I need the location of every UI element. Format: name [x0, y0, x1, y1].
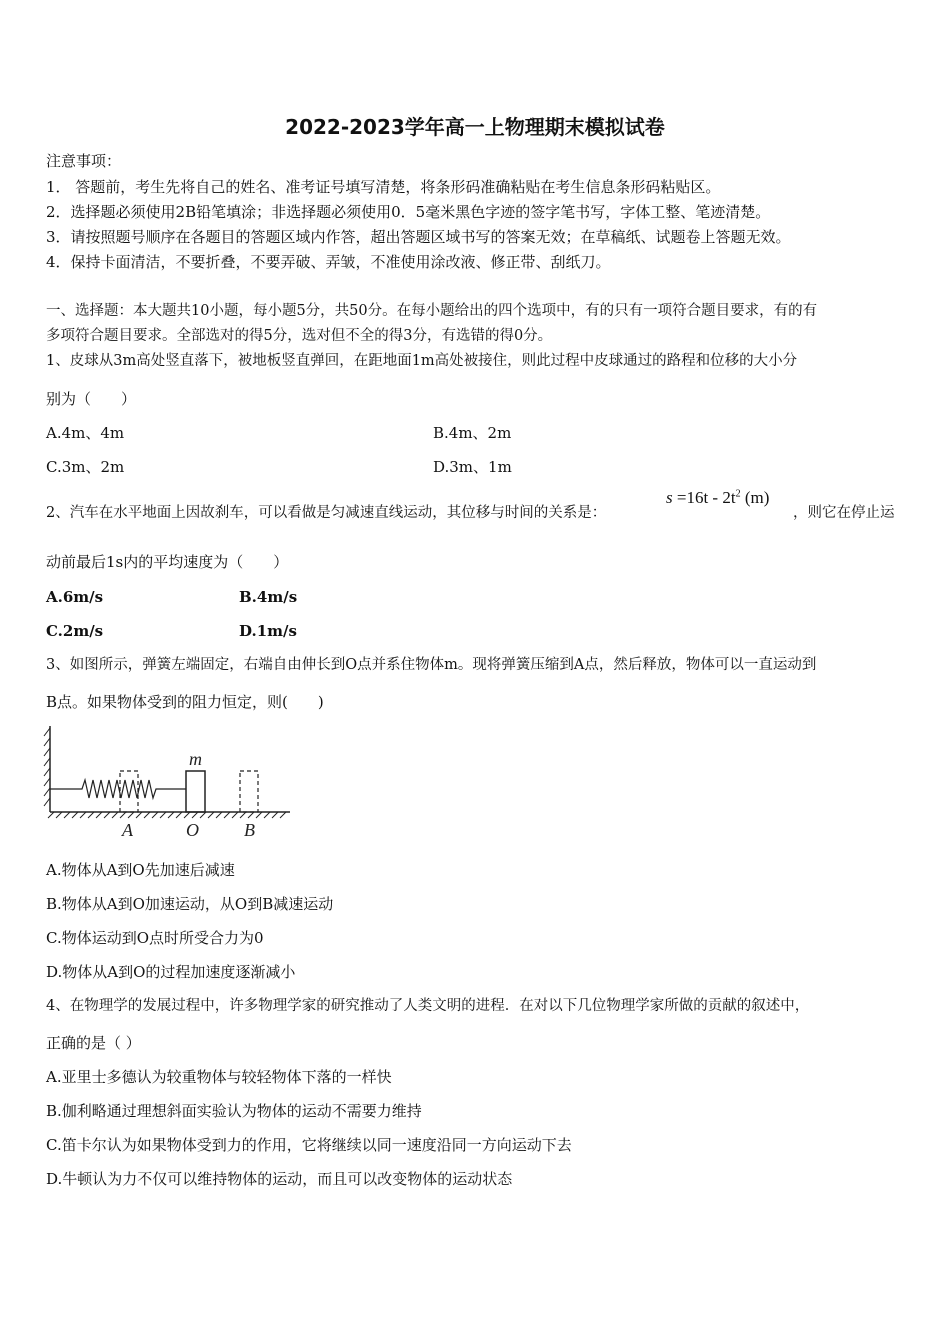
q2-option-d: D.1m/s: [239, 622, 297, 640]
position-b-box: [240, 771, 258, 812]
q4-stem-line1: 4、在物理学的发展过程中，许多物理学家的研究推动了人类文明的进程．在对以下几位物理学家所做的贡献的叙述中，: [46, 998, 810, 1014]
notice-item-1: 1． 答题前，考生先将自己的姓名、准考证号填写清楚，将条形码准确粘贴在考生信息条形码粘贴区。: [46, 178, 721, 196]
q2-option-b: B.4m/s: [239, 588, 298, 606]
formula-unit: (m): [744, 488, 770, 507]
q4-option-c: C.笛卡尔认为如果物体受到力的作用，它将继续以同一速度沿同一方向运动下去: [46, 1136, 572, 1154]
q1-option-d: D.3m、1m: [433, 458, 512, 476]
q1-option-b: B.4m、2m: [433, 424, 512, 442]
q1-option-a: A.4m、4m: [46, 424, 125, 442]
q2-stem-line1: 2、汽车在水平地面上因故刹车，可以看做是匀减速直线运动，其位移与时间的关系是：: [46, 505, 607, 521]
mass-block: [186, 771, 205, 812]
q3-option-c: C.物体运动到O点时所受合力为0: [46, 929, 264, 947]
spring: [50, 780, 186, 798]
label-m: m: [189, 749, 202, 769]
formula-lhs: s: [666, 488, 673, 507]
notice-heading: 注意事项：: [46, 152, 122, 170]
section-intro-line1: 一、选择题：本大题共10小题，每小题5分，共50分。在每小题给出的四个选项中，有的只有一项符合题目要求，有的有: [46, 303, 818, 319]
q2-stem-line2: 动前最后1s内的平均速度为（ ）: [46, 553, 289, 571]
q4-option-b: B.伽利略通过理想斜面实验认为物体的运动不需要力维持: [46, 1102, 422, 1120]
spring-figure: [40, 718, 300, 843]
q3-option-b: B.物体从A到O加速运动，从O到B减速运动: [46, 895, 334, 913]
floor-hatch: [48, 812, 286, 818]
q1-stem-line1: 1、皮球从3m高处竖直落下，被地板竖直弹回，在距地面1m高处被接住，则此过程中皮球通过的路程和位移的大小分: [46, 353, 798, 369]
label-o: O: [186, 820, 199, 840]
q3-option-d: D.物体从A到O的过程加速度逐渐减小: [46, 963, 296, 981]
q2-stem-line1-end: ，则它在停止运: [793, 505, 895, 521]
formula-exponent: 2: [735, 488, 741, 500]
q2-option-a: A.6m/s: [46, 588, 104, 606]
q1-option-c: C.3m、2m: [46, 458, 125, 476]
q4-stem-line2: 正确的是（ ）: [46, 1034, 141, 1052]
notice-item-4: 4．保持卡面清洁，不要折叠，不要弄破、弄皱，不准使用涂改液、修正带、刮纸刀。: [46, 253, 611, 271]
q2-option-c: C.2m/s: [46, 622, 104, 640]
q1-stem-line2: 别为（ ）: [46, 390, 137, 408]
q3-stem-line2: B点。如果物体受到的阻力恒定，则( ): [46, 693, 324, 711]
wall-hatch: [44, 728, 50, 806]
label-a: A: [122, 820, 133, 840]
notice-item-2: 2．选择题必须使用2B铅笔填涂；非选择题必须使用0．5毫米黑色字迹的签字笔书写，字体工整、笔迹清楚。: [46, 203, 771, 221]
q2-formula: [666, 488, 769, 508]
q3-stem-line1: 3、如图所示，弹簧左端固定，右端自由伸长到O点并系住物体m。现将弹簧压缩到A点，然后释放，物体可以一直运动到: [46, 657, 817, 673]
notice-item-3: 3．请按照题号顺序在各题目的答题区域内作答，超出答题区域书写的答案无效；在草稿纸、试题卷上答题无效。: [46, 228, 791, 246]
q4-option-a: A.亚里士多德认为较重物体与较轻物体下落的一样快: [46, 1068, 392, 1086]
page-title: 2022-2023学年高一上物理期末模拟试卷: [285, 115, 665, 139]
q4-option-d: D.牛顿认为力不仅可以维持物体的运动，而且可以改变物体的运动状态: [46, 1170, 513, 1188]
section-intro-line2: 多项符合题目要求。全部选对的得5分，选对但不全的得3分，有选错的得0分。: [46, 328, 553, 344]
formula-rhs: =16t - 2t: [676, 488, 736, 507]
q3-option-a: A.物体从A到O先加速后减速: [46, 861, 235, 879]
label-b: B: [244, 820, 255, 840]
